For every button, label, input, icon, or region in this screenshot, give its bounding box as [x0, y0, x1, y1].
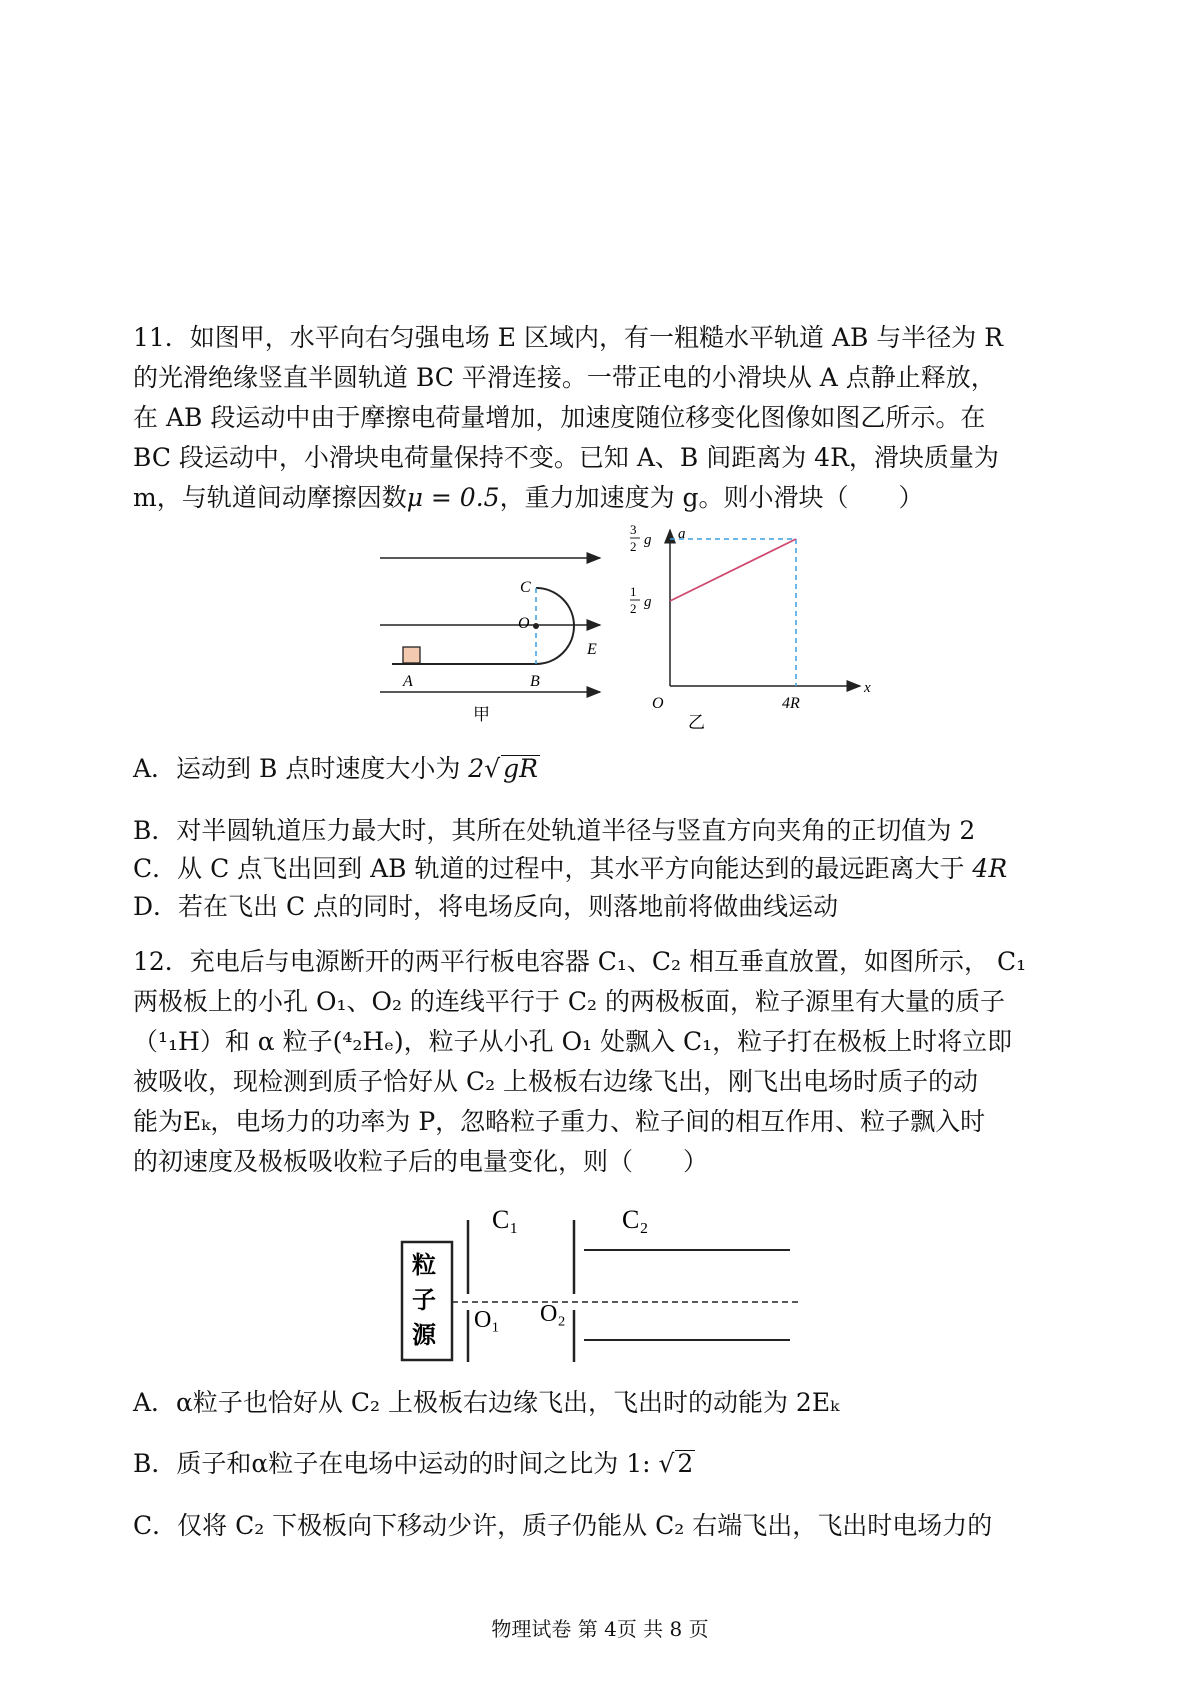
source-label-1: 粒 — [412, 1253, 436, 1279]
q11-line-3: 在 AB 段运动中由于摩擦电荷量增加，加速度随位移变化图像如图乙所示。在 — [133, 403, 986, 432]
q11-line-1: 11．如图甲，水平向右匀强电场 E 区域内，有一粗糙水平轨道 AB 与半径为 R — [133, 323, 1004, 352]
q12-line-5: 能为Eₖ，电场力的功率为 P，忽略粒子重力、粒子间的相互作用、粒子飘入时 — [133, 1107, 986, 1136]
y-top-denominator: 2 — [630, 539, 637, 554]
q12-line-6: 的初速度及极板吸收粒子后的电量变化，则（ ） — [133, 1147, 709, 1176]
label-c2: C₂ — [622, 1205, 649, 1234]
q11-line-5-prefix: m，与轨道间动摩擦因数 — [133, 483, 407, 512]
source-label-2: 子 — [412, 1288, 436, 1314]
q12-line-3: （¹₁H）和 α 粒子(⁴₂Hₑ)，粒子从小孔 O₁ 处飘入 C₁，粒子打在极板上时将立即 — [133, 1027, 1013, 1056]
q12-option-b-radicand: 2 — [677, 1449, 694, 1478]
q11-option-d: D．若在飞出 C 点的同时，将电场反向，则落地前将做曲线运动 — [133, 892, 839, 921]
page-footer: 物理试卷 第 4页 共 8 页 — [491, 1617, 709, 1641]
slider-block — [403, 647, 420, 663]
label-o1: O₁ — [474, 1307, 500, 1333]
q11-option-c-text: C．从 C 点飞出回到 AB 轨道的过程中，其水平方向能达到的最远距离大于 — [133, 854, 973, 883]
label-c: C — [520, 579, 531, 596]
y-top-numerator: 3 — [630, 522, 637, 537]
question-11-text — [133, 318, 1079, 518]
sqrt-sign-2: √ — [658, 1449, 675, 1478]
label-e: E — [587, 641, 597, 658]
a-x-line — [670, 539, 796, 601]
a-axis-label: a — [678, 526, 686, 542]
y-top-unit: g — [644, 532, 652, 548]
center-point-o — [533, 623, 539, 629]
x-tick-4r: 4R — [782, 695, 800, 712]
q12-option-b — [133, 1446, 695, 1482]
y-bottom-denominator: 2 — [630, 601, 637, 616]
y-bottom-numerator: 1 — [630, 584, 637, 599]
q12-line-2: 两极板上的小孔 O₁、O₂ 的连线平行于 C₂ 的两极板面，粒子源里有大量的质子 — [133, 987, 1005, 1016]
origin-label: O — [652, 695, 664, 712]
semicircle-track-bc — [536, 588, 574, 664]
q12-option-a: A．α粒子也恰好从 C₂ 上极板右边缘飞出，飞出时的动能为 2Eₖ — [133, 1388, 840, 1417]
label-o: O — [518, 615, 530, 632]
q11-option-b: B．对半圆轨道压力最大时，其所在处轨道半径与竖直方向夹角的正切值为 2 — [133, 816, 976, 845]
label-a: A — [403, 673, 413, 690]
q12-line-1: 12．充电后与电源断开的两平行板电容器 C₁、C₂ 相互垂直放置，如图所示， C₁ — [133, 947, 1027, 976]
figure-capacitors — [400, 1190, 800, 1370]
figure-jia — [370, 530, 620, 730]
q11-line-2: 的光滑绝缘竖直半圆轨道 BC 平滑连接。一带正电的小滑块从 A 点静止释放， — [133, 363, 996, 392]
y-bottom-unit: g — [644, 594, 652, 610]
figure-yi — [630, 522, 880, 734]
x-axis-label: x — [864, 680, 871, 696]
q11-line-4: BC 段运动中，小滑块电荷量保持不变。已知 A、B 间距离为 4R，滑块质量为 — [133, 443, 999, 472]
question-12-text — [133, 942, 1079, 1182]
q11-option-a-coef: 2 — [468, 754, 485, 783]
label-c1: C₁ — [492, 1205, 519, 1234]
label-o2: O₂ — [540, 1301, 566, 1327]
y-tick-top — [630, 522, 652, 554]
label-b: B — [530, 673, 540, 690]
sqrt-sign: √ — [484, 754, 501, 783]
caption-yi: 乙 — [688, 713, 705, 732]
q11-option-c — [133, 851, 1007, 887]
q12-option-c: C．仅将 C₂ 下极板向下移动少许，质子仍能从 C₂ 右端飞出，飞出时电场力的 — [133, 1511, 993, 1540]
mu-value: μ = 0.5 — [406, 483, 500, 512]
q11-option-c-math: 4R — [972, 854, 1008, 883]
q11-line-5 — [133, 478, 1079, 518]
q11-option-a — [133, 751, 540, 787]
source-label-3: 源 — [412, 1323, 436, 1349]
q11-option-a-text: A．运动到 B 点时速度大小为 — [133, 754, 469, 783]
q11-line-5-suffix: ，重力加速度为 g。则小滑块（ ） — [499, 483, 924, 512]
y-tick-bottom — [630, 584, 652, 616]
q12-line-4: 被吸收，现检测到质子恰好从 C₂ 上极板右边缘飞出，刚飞出电场时质子的动 — [133, 1067, 979, 1096]
caption-jia: 甲 — [473, 705, 490, 724]
q12-option-b-text: B．质子和α粒子在电场中运动的时间之比为 1: — [133, 1449, 659, 1478]
q11-option-a-radicand: gR — [503, 754, 538, 783]
